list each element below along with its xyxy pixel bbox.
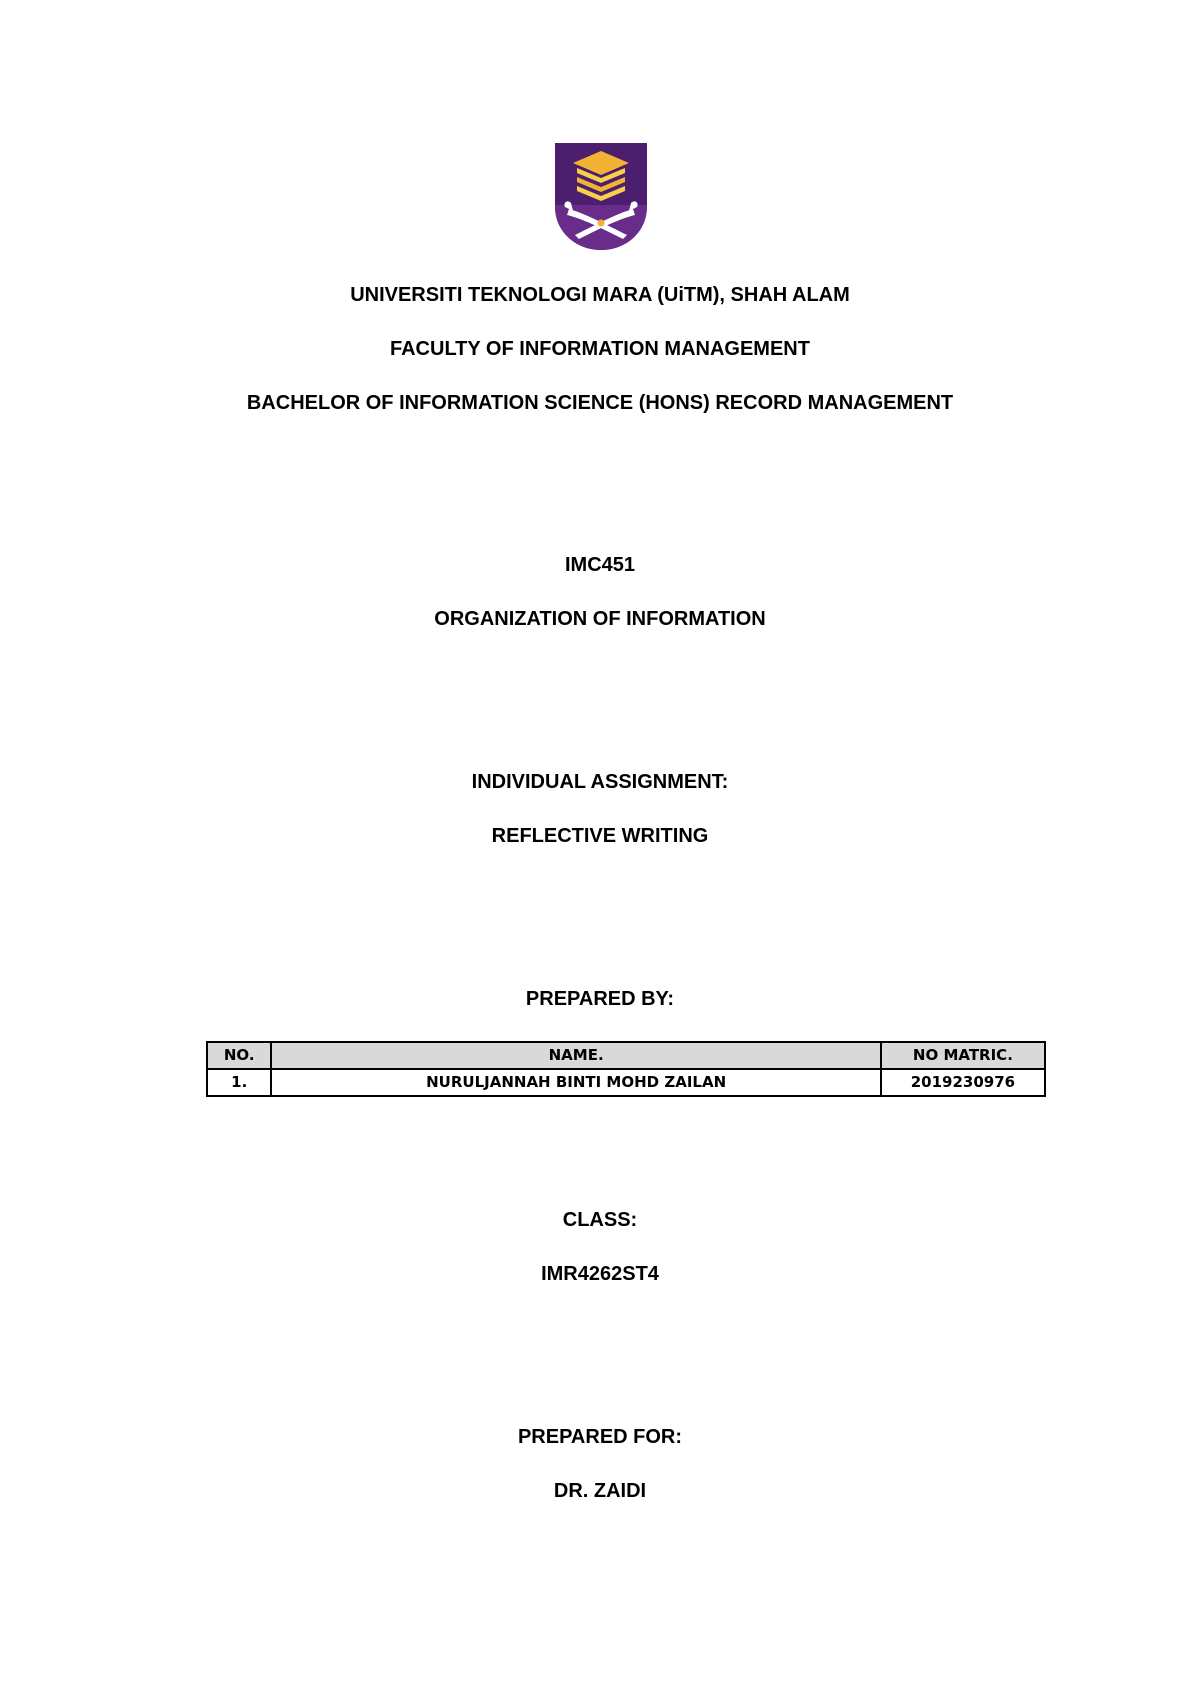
university-name: UNIVERSITI TEKNOLOGI MARA (UiTM), SHAH ALAM (350, 284, 850, 306)
course-code: IMC451 (564, 554, 636, 576)
student-table (206, 1041, 1046, 1097)
column-header-matric: NO MATRIC. (881, 1042, 1045, 1069)
cell-no: 1. (207, 1069, 271, 1096)
prepared-for-label: PREPARED FOR: (517, 1426, 683, 1448)
class-label: CLASS: (562, 1209, 638, 1231)
prepared-for-value: DR. ZAIDI (553, 1480, 647, 1502)
column-header-name: NAME. (271, 1042, 880, 1069)
course-title: ORGANIZATION OF INFORMATION (434, 608, 766, 630)
faculty-name: FACULTY OF INFORMATION MANAGEMENT (390, 338, 810, 360)
class-value: IMR4262ST4 (541, 1263, 659, 1285)
crest-center-dot (598, 220, 605, 227)
cell-matric: 2019230976 (881, 1069, 1045, 1096)
table-header-row (207, 1042, 1045, 1069)
prepared-by-label: PREPARED BY: (525, 988, 675, 1010)
uitm-crest-logo (555, 143, 647, 250)
assignment-title: REFLECTIVE WRITING (491, 825, 709, 847)
column-header-no: NO. (207, 1042, 271, 1069)
table-row (207, 1069, 1045, 1096)
cell-name: NURULJANNAH BINTI MOHD ZAILAN (271, 1069, 880, 1096)
assignment-type: INDIVIDUAL ASSIGNMENT: (471, 771, 729, 793)
programme-name: BACHELOR OF INFORMATION SCIENCE (HONS) RECORD MANAGEMENT (246, 392, 954, 414)
